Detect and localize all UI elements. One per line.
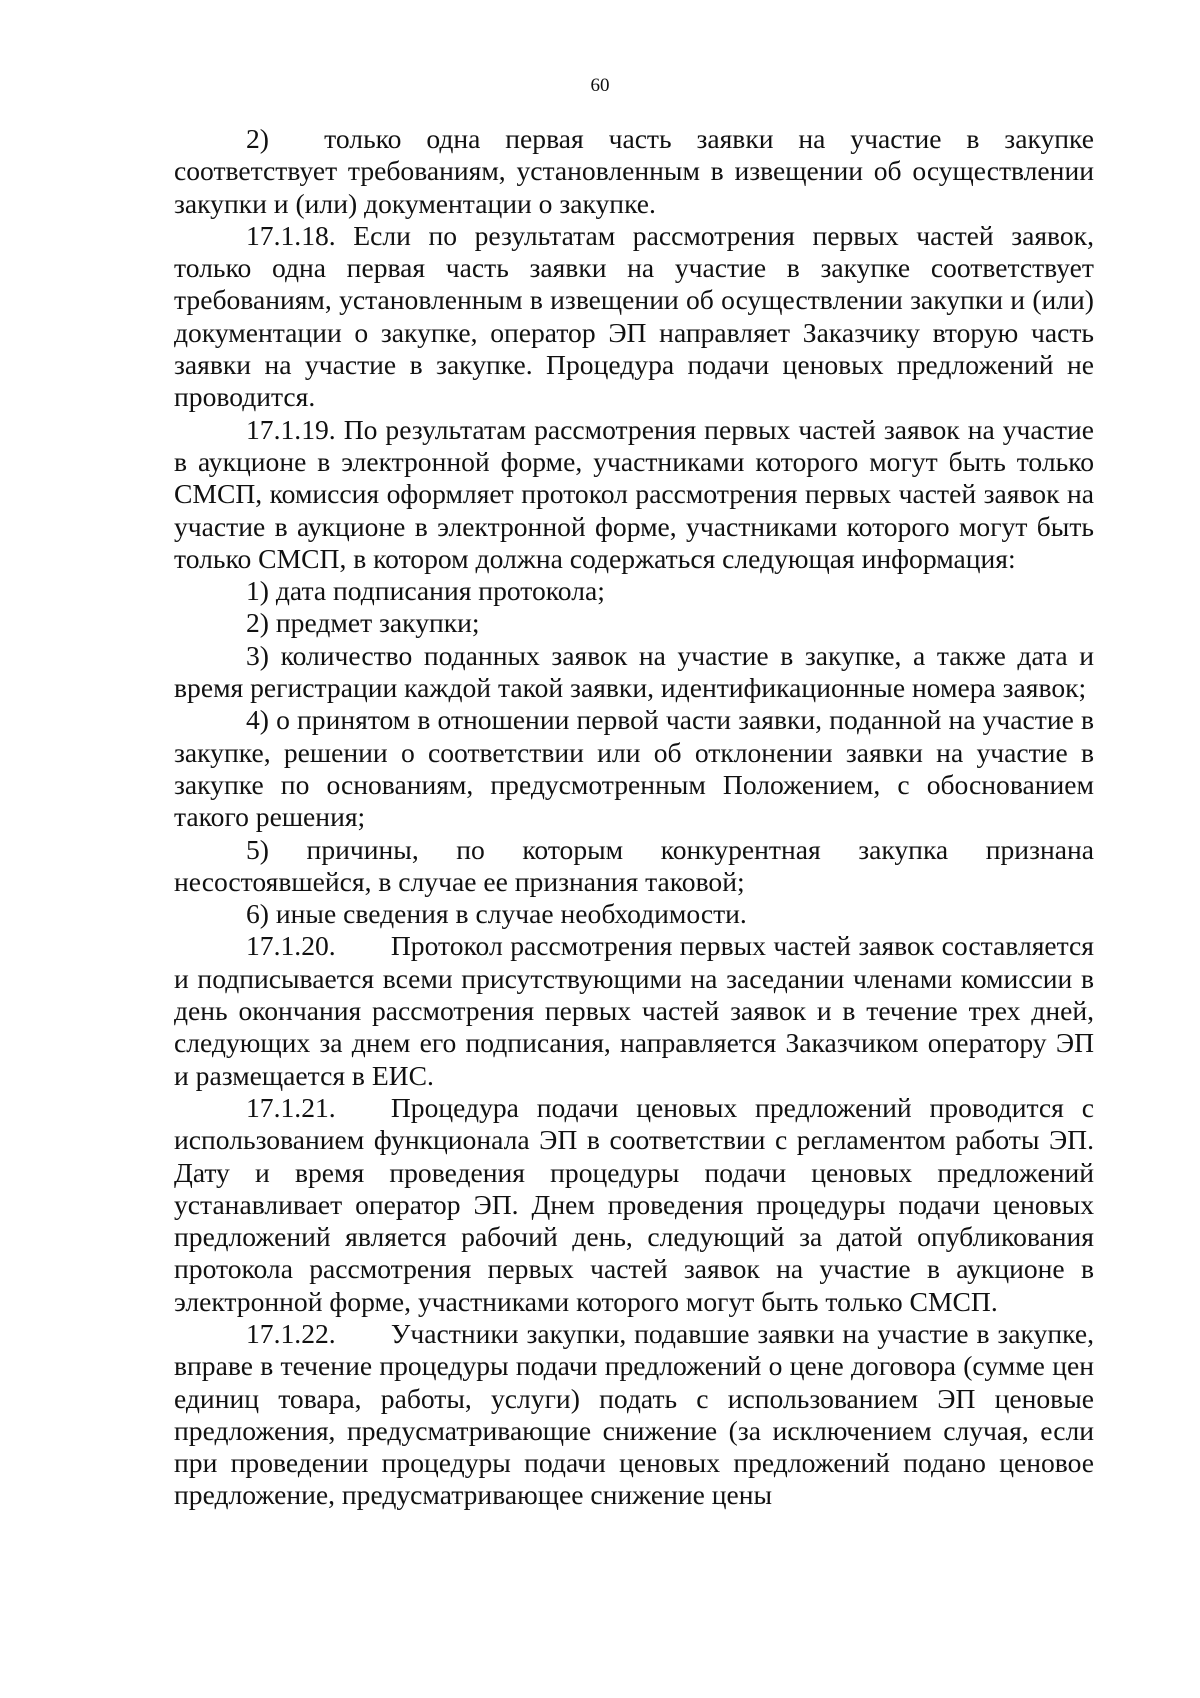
list-item-3: 3) количество поданных заявок на участие в закупке, а также дата и время регистрации каждой такой заявки, идентификационные номера заявок;: [174, 639, 1094, 704]
paragraph-17-1-21: 17.1.21. Процедура подачи ценовых предложений проводится с использованием функционала ЭП в соответствии с регламентом работы ЭП. Дату и время проведения процедуры подачи ценовых предложений устанавливает оператор ЭП. Днем проведения процедуры подачи ценовых предложений является рабочий день, следующий за датой опубликования протокола рассмотрения первых частей заявок на участие в аукционе в электронной форме, участниками которого могут быть только СМСП.: [174, 1091, 1094, 1317]
list-item-1: 1) дата подписания протокола;: [246, 575, 605, 607]
list-item-5: 5) причины, по которым конкурентная закупка признана несостоявшейся, в случае ее признания таковой;: [174, 833, 1094, 897]
document-body: [174, 123, 1094, 1512]
list-item-4: 4) о принятом в отношении первой части заявки, поданной на участие в закупке, решении о соответствии или об отклонении заявки на участие в закупке по основаниям, предусмотренным Положением, с обоснованием такого решения;: [174, 704, 1094, 833]
list-item-2: 2) предмет закупки;: [246, 607, 480, 639]
list-item-6: 6) иные сведения в случае необходимости.: [246, 898, 747, 930]
paragraph-item-2-continuation: 2) только одна первая часть заявки на участие в закупке соответствует требованиям, установленным в извещении об осуществлении закупки и (или) документации о закупке.: [174, 123, 1094, 219]
paragraph-17-1-18: 17.1.18. Если по результатам рассмотрения первых частей заявок, только одна первая часть заявки на участие в закупке соответствует требованиям, установленным в извещении об осуществлении закупки и (или) документации о закупке, оператор ЭП направляет Заказчику вторую часть заявки на участие в закупке. Процедура подачи ценовых предложений не проводится.: [174, 219, 1094, 413]
paragraph-17-1-20: 17.1.20. Протокол рассмотрения первых частей заявок составляется и подписывается всеми присутствующими на заседании членами комиссии в день окончания рассмотрения первых частей заявок и в течение трех дней, следующих за днем его подписания, направляется Заказчиком оператору ЭП и размещается в ЕИС.: [174, 930, 1094, 1091]
paragraph-17-1-22: 17.1.22. Участники закупки, подавшие заявки на участие в закупке, вправе в течение процедуры подачи предложений о цене договора (сумме цен единиц товара, работы, услуги) подать с использованием ЭП ценовые предложения, предусматривающие снижение (за исключением случая, если при проведении процедуры подачи ценовых предложений подано ценовое предложение, предусматривающее снижение цены: [174, 1317, 1094, 1511]
paragraph-17-1-19: 17.1.19. По результатам рассмотрения первых частей заявок на участие в аукционе в электронной форме, участниками которого могут быть только СМСП, комиссия оформляет протокол рассмотрения первых частей заявок на участие в аукционе в электронной форме, участниками которого могут быть только СМСП, в котором должна содержаться следующая информация:: [174, 413, 1094, 574]
page-number: 60: [590, 75, 610, 96]
